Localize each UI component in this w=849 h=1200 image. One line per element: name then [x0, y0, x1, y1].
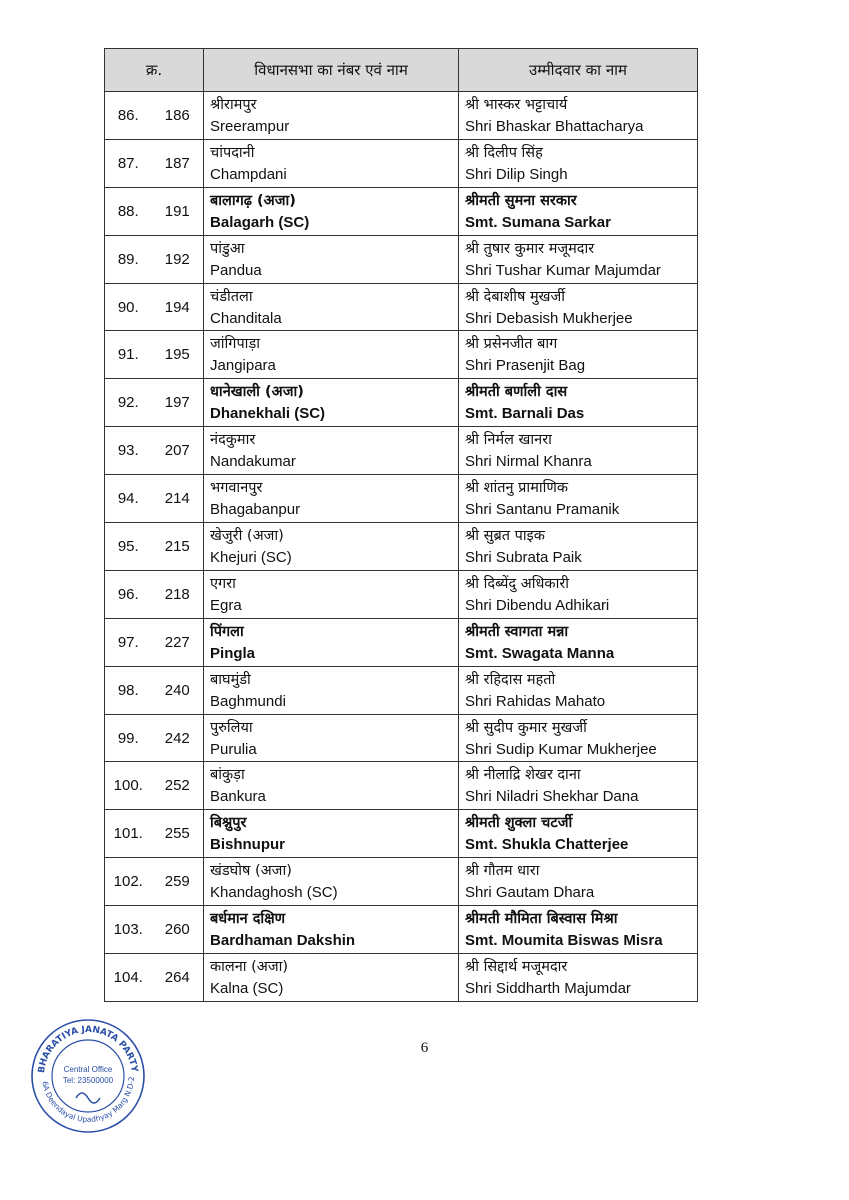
candidate-cell [459, 906, 698, 954]
candidate-name-english: Shri Rahidas Mahato [465, 692, 606, 710]
header-constituency: विधानसभा का नंबर एवं नाम [204, 49, 459, 92]
constituency-cell [204, 906, 459, 954]
serial-number: 102. [105, 858, 152, 906]
serial-number: 103. [105, 906, 152, 954]
candidate-name-english: Shri Tushar Kumar Majumdar [465, 261, 661, 279]
constituency-number: 207 [152, 427, 204, 475]
candidate-name-english: Shri Niladri Shekhar Dana [465, 788, 639, 806]
constituency-name-hindi: भगवानपुर [210, 480, 263, 497]
constituency-name-hindi: चंडीतला [210, 288, 253, 305]
constituency-name-english: Bishnupur [210, 836, 286, 854]
serial-number: 93. [105, 427, 152, 475]
constituency-name-hindi: नंदकुमार [210, 432, 256, 449]
constituency-name-english: Kalna (SC) [210, 980, 284, 998]
candidate-name-english: Shri Subrata Paik [465, 549, 582, 567]
constituency-name-english: Balagarh (SC) [210, 213, 310, 231]
candidate-name-english: Shri Prasenjit Bag [465, 357, 586, 375]
constituency-name-hindi: खेजुरी (अजा) [210, 528, 284, 545]
constituency-number: 197 [152, 379, 204, 427]
candidate-cell [459, 714, 698, 762]
candidate-name-hindi: श्री शांतनु प्रामाणिक [465, 480, 568, 497]
candidate-name-english: Shri Santanu Pramanik [465, 501, 620, 519]
constituency-name-english: Pingla [210, 644, 256, 662]
constituency-name-english: Pandua [210, 261, 262, 279]
constituency-cell [204, 475, 459, 523]
constituency-cell [204, 762, 459, 810]
constituency-name-hindi: बांकुड़ा [210, 767, 245, 784]
candidate-cell [459, 618, 698, 666]
constituency-cell [204, 92, 459, 140]
party-office-stamp [28, 1016, 148, 1136]
constituency-number: 252 [152, 762, 204, 810]
serial-number: 104. [105, 954, 152, 1002]
table-row [105, 906, 698, 954]
candidate-cell [459, 762, 698, 810]
table-row [105, 235, 698, 283]
constituency-name-english: Champdani [210, 165, 287, 183]
constituency-name-english: Khandaghosh (SC) [210, 884, 338, 902]
constituency-cell [204, 427, 459, 475]
constituency-number: 194 [152, 283, 204, 331]
table-row [105, 954, 698, 1002]
serial-number: 100. [105, 762, 152, 810]
constituency-cell [204, 283, 459, 331]
candidate-name-hindi: श्री सिद्दार्थ मजूमदार [465, 959, 568, 976]
candidate-name-english: Shri Debasish Mukherjee [465, 309, 633, 327]
candidate-name-english: Shri Siddharth Majumdar [465, 980, 631, 998]
candidate-name-hindi: श्री रहिदास महतो [465, 671, 556, 688]
constituency-number: 264 [152, 954, 204, 1002]
candidate-name-hindi: श्री भास्कर भट्टाचार्य [465, 97, 568, 113]
constituency-name-english: Purulia [210, 740, 257, 758]
constituency-name-hindi: बाघमुंडी [210, 671, 251, 688]
candidate-name-hindi: श्री निर्मल खानरा [465, 432, 552, 449]
candidate-cell [459, 858, 698, 906]
stamp-line1: Central Office [63, 1065, 113, 1074]
table-row [105, 618, 698, 666]
constituency-cell [204, 666, 459, 714]
candidate-name-hindi: श्रीमती स्वागता मन्ना [465, 623, 569, 640]
stamp-line2: Tel: 23500000 [62, 1076, 114, 1085]
candidate-cell [459, 810, 698, 858]
table-row [105, 139, 698, 187]
constituency-number: 259 [152, 858, 204, 906]
table-row [105, 570, 698, 618]
constituency-name-english: Egra [210, 596, 242, 614]
constituency-name-english: Bankura [210, 788, 266, 806]
candidate-name-hindi: श्री तुषार कुमार मजूमदार [465, 240, 595, 257]
candidate-name-hindi: श्री दिलीप सिंह [465, 144, 543, 161]
table-row [105, 523, 698, 571]
candidate-name-english: Smt. Sumana Sarkar [465, 213, 611, 231]
table-row [105, 92, 698, 140]
table-row [105, 187, 698, 235]
constituency-name-english: Nandakumar [210, 453, 296, 471]
table-row [105, 475, 698, 523]
candidate-name-hindi: श्री प्रसेनजीत बाग [465, 336, 558, 353]
constituency-cell [204, 331, 459, 379]
constituency-number: 240 [152, 666, 204, 714]
candidate-name-hindi: श्रीमती शुक्ला चटर्जी [465, 815, 573, 832]
constituency-cell [204, 235, 459, 283]
constituency-cell [204, 523, 459, 571]
table-row [105, 714, 698, 762]
candidate-cell [459, 235, 698, 283]
candidate-name-english: Shri Bhaskar Bhattacharya [465, 118, 644, 135]
table-row [105, 427, 698, 475]
candidate-cell [459, 475, 698, 523]
candidate-cell [459, 379, 698, 427]
candidate-list-table [104, 48, 698, 1002]
candidate-cell [459, 331, 698, 379]
serial-number: 88. [105, 187, 152, 235]
candidate-cell [459, 954, 698, 1002]
candidate-name-english: Smt. Swagata Manna [465, 644, 615, 662]
candidate-name-hindi: श्री सुब्रत पाइक [465, 528, 545, 545]
constituency-number: 260 [152, 906, 204, 954]
constituency-name-english: Khejuri (SC) [210, 549, 292, 567]
header-candidate: उम्मीदवार का नाम [459, 49, 698, 92]
constituency-name-hindi: पुरुलिया [210, 719, 253, 736]
constituency-name-hindi: बालागढ़ (अजा) [210, 192, 296, 209]
constituency-name-english: Bardhaman Dakshin [210, 932, 356, 950]
constituency-cell [204, 139, 459, 187]
constituency-cell [204, 618, 459, 666]
serial-number: 96. [105, 570, 152, 618]
serial-number: 94. [105, 475, 152, 523]
constituency-name-hindi: खंडघोष (अजा) [210, 863, 292, 880]
constituency-name-hindi: श्रीरामपुर [210, 97, 257, 113]
candidate-name-english: Shri Sudip Kumar Mukherjee [465, 740, 657, 758]
table-row [105, 666, 698, 714]
constituency-name-hindi: पिंगला [210, 623, 244, 640]
constituency-name-english: Sreerampur [210, 118, 290, 135]
constituency-name-hindi: धानेखाली (अजा) [210, 384, 304, 401]
candidate-name-english: Shri Gautam Dhara [465, 884, 595, 902]
table-row [105, 810, 698, 858]
constituency-number: 227 [152, 618, 204, 666]
serial-number: 95. [105, 523, 152, 571]
header-serial: क्र. [105, 49, 204, 92]
constituency-name-hindi: बिश्नुपुर [210, 815, 247, 832]
constituency-name-hindi: जांगिपाड़ा [210, 336, 260, 353]
serial-number: 99. [105, 714, 152, 762]
candidate-name-hindi: श्री नीलाद्रि शेखर दाना [465, 767, 581, 784]
constituency-number: 191 [152, 187, 204, 235]
candidate-cell [459, 666, 698, 714]
candidate-name-hindi: श्री गौतम धारा [465, 863, 540, 880]
constituency-number: 242 [152, 714, 204, 762]
stamp-address-text: 6A Deendayal Upadhyay Marg N.D-2 [40, 1076, 137, 1125]
constituency-number: 186 [152, 92, 204, 140]
serial-number: 97. [105, 618, 152, 666]
serial-number: 86. [105, 92, 152, 140]
constituency-name-hindi: एगरा [210, 575, 236, 592]
candidate-name-english: Shri Dibendu Adhikari [465, 596, 610, 614]
constituency-name-hindi: पांडुआ [210, 240, 245, 257]
candidate-name-english: Smt. Barnali Das [465, 405, 585, 423]
constituency-name-english: Chanditala [210, 309, 282, 327]
page-number: 6 [420, 1040, 429, 1056]
candidate-cell [459, 570, 698, 618]
constituency-cell [204, 954, 459, 1002]
constituency-cell [204, 570, 459, 618]
serial-number: 89. [105, 235, 152, 283]
constituency-name-hindi: चांपदानी [210, 144, 255, 161]
candidate-cell [459, 283, 698, 331]
candidate-name-hindi: श्रीमती बर्णाली दास [465, 384, 568, 401]
constituency-name-english: Dhanekhali (SC) [210, 405, 326, 423]
table-row [105, 762, 698, 810]
constituency-name-hindi: बर्धमान दक्षिण [210, 911, 286, 928]
table-body [105, 92, 698, 1002]
serial-number: 91. [105, 331, 152, 379]
serial-number: 87. [105, 139, 152, 187]
table-row [105, 283, 698, 331]
constituency-name-english: Baghmundi [210, 692, 286, 710]
serial-number: 98. [105, 666, 152, 714]
constituency-name-english: Bhagabanpur [210, 501, 301, 519]
constituency-cell [204, 858, 459, 906]
constituency-cell [204, 379, 459, 427]
candidate-name-hindi: श्री सुदीप कुमार मुखर्जी [465, 719, 587, 736]
constituency-number: 218 [152, 570, 204, 618]
candidate-cell [459, 523, 698, 571]
constituency-name-hindi: कालना (अजा) [210, 959, 289, 976]
constituency-number: 215 [152, 523, 204, 571]
candidate-name-hindi: श्रीमती सुमना सरकार [465, 192, 577, 209]
candidate-name-hindi: श्री देबाशीष मुखर्जी [465, 288, 566, 305]
candidate-cell [459, 187, 698, 235]
constituency-number: 195 [152, 331, 204, 379]
serial-number: 90. [105, 283, 152, 331]
candidate-cell [459, 92, 698, 140]
constituency-cell [204, 810, 459, 858]
constituency-number: 187 [152, 139, 204, 187]
constituency-number: 192 [152, 235, 204, 283]
candidate-name-hindi: श्रीमती मौमिता बिस्वास मिश्रा [465, 911, 618, 928]
constituency-number: 255 [152, 810, 204, 858]
candidate-name-hindi: श्री दिब्येंदु अधिकारी [465, 575, 570, 592]
candidate-name-english: Smt. Shukla Chatterjee [465, 836, 629, 854]
table-row [105, 858, 698, 906]
constituency-number: 214 [152, 475, 204, 523]
candidate-cell [459, 427, 698, 475]
candidate-cell [459, 139, 698, 187]
table-header-row [105, 49, 698, 92]
constituency-cell [204, 714, 459, 762]
table-row [105, 379, 698, 427]
constituency-cell [204, 187, 459, 235]
table-row [105, 331, 698, 379]
stamp-ring-text: BHARATIYA JANATA PARTY [37, 1024, 139, 1074]
constituency-name-english: Jangipara [210, 357, 276, 375]
serial-number: 92. [105, 379, 152, 427]
stamp-signature-scribble [76, 1093, 100, 1103]
candidate-name-english: Smt. Moumita Biswas Misra [465, 932, 663, 950]
candidate-name-english: Shri Nirmal Khanra [465, 453, 592, 471]
candidate-name-english: Shri Dilip Singh [465, 165, 568, 183]
serial-number: 101. [105, 810, 152, 858]
